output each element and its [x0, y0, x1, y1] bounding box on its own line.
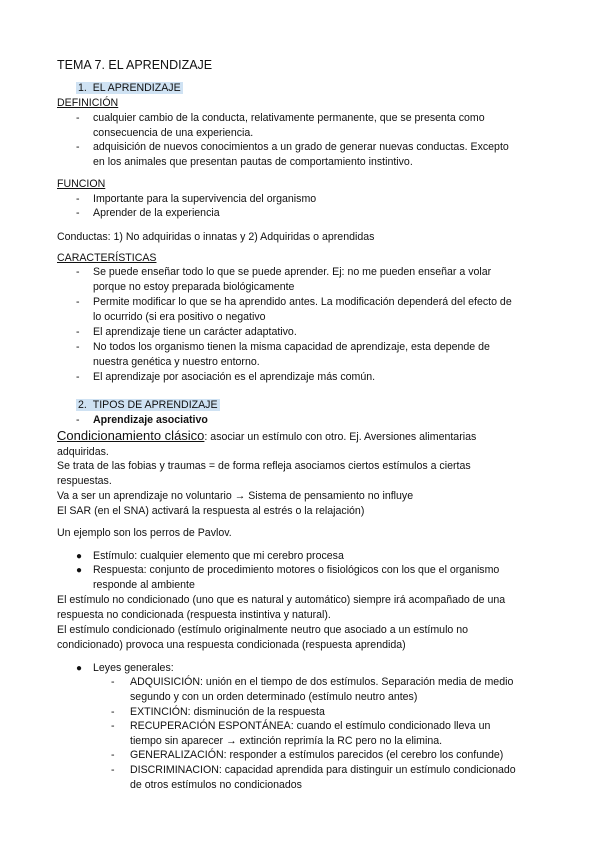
section-1-heading: [76, 81, 183, 96]
list-dash: -: [111, 749, 115, 761]
caracteristicas-heading: CARACTERÍSTICAS: [57, 252, 157, 264]
ley-discriminacion-line-1: DISCRIMINACION: capacidad aprendida para distinguir un estímulo condicionado: [130, 764, 516, 776]
section-2-label: TIPOS DE APRENDIZAJE: [92, 399, 218, 411]
section-2-heading: [76, 398, 220, 413]
caract-item-4-line-2: nuestra genética y nuestro entorno.: [93, 356, 260, 368]
clasico-line-3: Se trata de las fobias y traumas = de forma refleja asociamos ciertos estímulos a ciertas: [57, 460, 471, 472]
ley-extincion: EXTINCIÓN: disminución de la respuesta: [130, 706, 325, 718]
paragraph-line-1: El estímulo no condicionado (uno que es natural y automático) siempre irá acompañado de una: [57, 594, 506, 606]
list-dash: -: [111, 720, 115, 732]
section-1-number: 1.: [78, 82, 87, 94]
clasico-line-4: respuestas.: [57, 475, 112, 487]
caract-item-5: El aprendizaje por asociación es el aprendizaje más común.: [93, 371, 376, 383]
paragraph-line-4: condicionado) provoca una respuesta condicionada (respuesta aprendida): [57, 639, 406, 651]
caract-item-4-line-1: No todos los organismo tienen la misma capacidad de aprendizaje, esta depende de: [93, 341, 490, 353]
funcion-heading: FUNCION: [57, 178, 106, 190]
paragraph-line-2: respuesta no condicionada (respuesta instintiva y natural).: [57, 609, 331, 621]
ley-generalizacion: GENERALIZACIÓN: responder a estímulos parecidos (el cerebro los confunde): [130, 749, 504, 761]
ley-discriminacion-line-2: de otros estímulos no condicionados: [130, 779, 302, 791]
bullet-estimulo: Estímulo: cualquier elemento que mi cerebro procesa: [93, 550, 344, 562]
clasico-line-2: adquiridas.: [57, 446, 109, 458]
clasico-line-6: El SAR (en el SNA) activará la respuesta al estrés o la relajación): [57, 505, 365, 517]
clasico-term: Condicionamiento clásico: [57, 428, 205, 443]
clasico-definition: : asociar un estímulo con otro. Ej. Aversiones alimentarias: [204, 431, 477, 443]
definicion-heading: DEFINICIÓN: [57, 97, 119, 109]
funcion-item-1: Importante para la supervivencia del organismo: [93, 193, 317, 205]
clasico-line-1: [57, 428, 476, 445]
list-dash: -: [76, 193, 80, 205]
list-dash: -: [111, 764, 115, 776]
bullet-respuesta-line-2: responde al ambiente: [93, 579, 195, 591]
caract-item-1-line-2: porque no estoy preparada biológicamente: [93, 281, 295, 293]
list-dash: -: [76, 341, 80, 353]
ley-recuperacion-line-1: RECUPERACIÓN ESPONTÁNEA: cuando el estímulo condicionado lleva un: [130, 720, 491, 732]
list-dash: -: [111, 676, 115, 688]
list-dash: -: [111, 706, 115, 718]
aprendizaje-asociativo: Aprendizaje asociativo: [93, 414, 208, 426]
section-1-label: EL APRENDIZAJE: [92, 82, 181, 94]
pavlov-text: Un ejemplo son los perros de Pavlov.: [57, 527, 232, 539]
list-dash: -: [76, 266, 80, 278]
definicion-item-1-line-2: consecuencia de una experiencia.: [93, 127, 254, 139]
caract-item-1-line-1: Se puede enseñar todo lo que se puede aprender. Ej: no me pueden enseñar a volar: [93, 266, 492, 278]
definicion-item-2-line-2: en los animales que presentan pautas de comportamiento instintivo.: [93, 156, 413, 168]
ley-adquisicion-line-1: ADQUISICIÓN: unión en el tiempo de dos estímulos. Separación media de medio: [130, 676, 514, 688]
document-title: TEMA 7. EL APRENDIZAJE: [57, 58, 213, 72]
bullet-respuesta-line-1: Respuesta: conjunto de procedimiento motores o fisiológicos con los que el organismo: [93, 564, 500, 576]
list-dash: -: [76, 296, 80, 308]
caract-item-2-line-1: Permite modificar lo que se ha aprendido antes. La modificación dependerá del efecto de: [93, 296, 512, 308]
paragraph-line-3: El estímulo condicionado (estímulo originalmente neutro que asociado a un estímulo no: [57, 624, 469, 636]
bullet-dot: ●: [76, 551, 83, 562]
clasico-line-5: Va a ser un aprendizaje no voluntario → Sistema de pensamiento no influye: [57, 490, 414, 502]
list-dash: -: [76, 326, 80, 338]
leyes-label: Leyes generales:: [93, 662, 174, 674]
bullet-dot: ●: [76, 663, 83, 674]
list-dash: -: [76, 371, 80, 383]
list-dash: -: [76, 207, 80, 219]
list-dash: -: [76, 112, 80, 124]
caract-item-3: El aprendizaje tiene un carácter adaptativo.: [93, 326, 297, 338]
bullet-dot: ●: [76, 565, 83, 576]
ley-adquisicion-line-2: segundo y con un orden determinado (estímulo neutro antes): [130, 691, 418, 703]
funcion-item-2: Aprender de la experiencia: [93, 207, 220, 219]
caract-item-2-line-2: lo ocurrido (si era positivo o negativo: [93, 311, 266, 323]
list-dash: -: [76, 414, 80, 426]
definicion-item-1-line-1: cualquier cambio de la conducta, relativamente permanente, que se presenta como: [93, 112, 485, 124]
conductas-text: Conductas: 1) No adquiridas o innatas y 2) Adquiridas o aprendidas: [57, 231, 375, 243]
definicion-item-2-line-1: adquisición de nuevos conocimientos a un grado de generar nuevas conductas. Excepto: [93, 141, 509, 153]
ley-recuperacion-line-2: tiempo sin aparecer → extinción reprimía la RC pero no la elimina.: [130, 735, 443, 747]
section-2-number: 2.: [78, 399, 87, 411]
list-dash: -: [76, 141, 80, 153]
